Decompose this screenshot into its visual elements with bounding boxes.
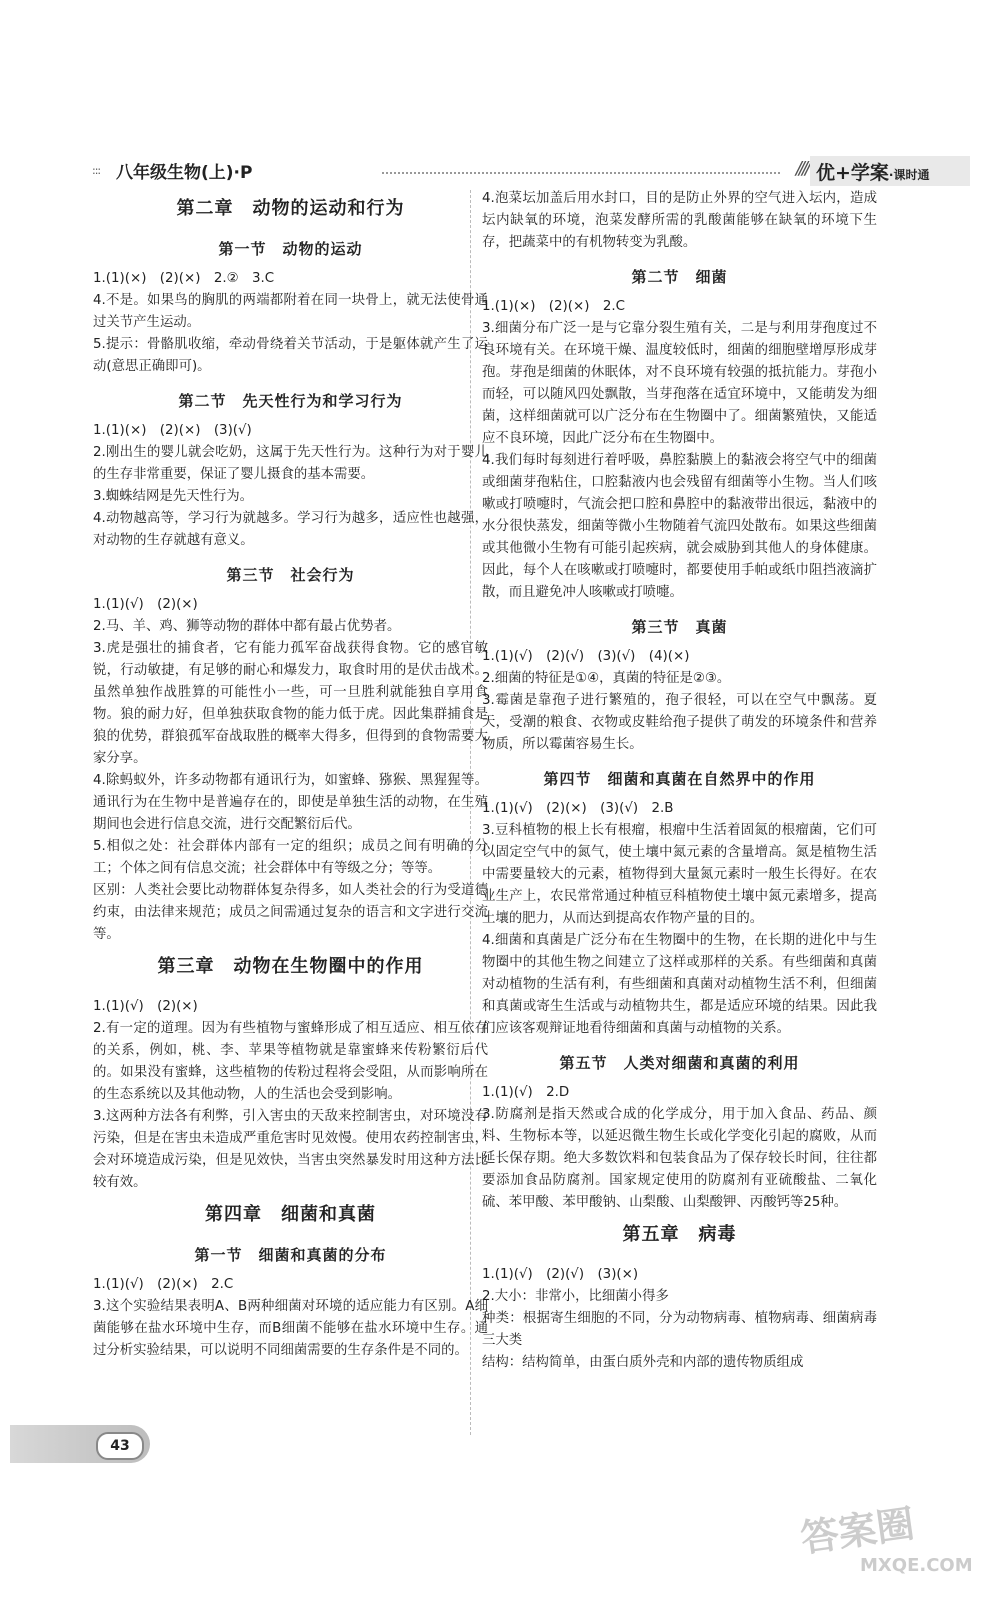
brand-sub: ·课时通 bbox=[888, 168, 930, 182]
header-slashes: //// bbox=[795, 158, 808, 179]
right-column bbox=[482, 188, 877, 1374]
section-title: 第三节 社会行为 bbox=[226, 566, 355, 584]
answer-item: 4.动物越高等，学习行为就越多。学习行为越多，适应性也越强，对动物的生存就越有意义。 bbox=[93, 511, 488, 548]
page-header bbox=[92, 158, 980, 188]
header-dots: ::: bbox=[92, 164, 101, 177]
watermark-logo: 答案圈 bbox=[797, 1501, 918, 1561]
answer-item: 3.蜘蛛结网是先天性行为。 bbox=[93, 489, 254, 504]
answer-item: 种类：根据寄生细胞的不同，分为动物病毒、植物病毒、细菌病毒三大类 bbox=[482, 1311, 877, 1348]
header-dotted-line bbox=[382, 172, 780, 174]
answer-item: 1.(1)(√) (2)(×) (3)(√) 2.B bbox=[482, 801, 674, 816]
answer-item: 3.虎是强壮的捕食者，它有能力孤军奋战获得食物。它的感官敏锐，行动敏捷，有足够的耐心和爆发力，取食时用的是伏击战术。虽然单独作战胜算的可能性小一些，可一旦胜利就能独自享用食物。狼的耐力好，但单独获取食物的能力低于虎。因此集群捕食是狼的优势，群狼孤军奋战取胜的概率大得多，但得到的食物需要大家分享。 bbox=[93, 641, 488, 766]
answer-item: 2.大小：非常小，比细菌小得多 bbox=[482, 1289, 669, 1304]
answer-item: 3.霉菌是靠孢子进行繁殖的，孢子很轻，可以在空气中飘荡。夏天，受潮的粮食、衣物或皮鞋给孢子提供了萌发的环境条件和营养物质，所以霉菌容易生长。 bbox=[482, 693, 877, 752]
section-title: 第三节 真菌 bbox=[631, 618, 728, 636]
answer-item: 1.(1)(√) 2.D bbox=[482, 1085, 570, 1100]
answer-item: 2.有一定的道理。因为有些植物与蜜蜂形成了相互适应、相互依存的关系，例如，桃、李、苹果等植物就是靠蜜蜂来传粉繁衍后代的。如果没有蜜蜂，这些植物的传粉过程将会受阻，从而影响所在的生态系统以及其他动物，人的生活也会受到影响。 bbox=[93, 1021, 488, 1102]
brand-name: 优+学案 bbox=[816, 162, 889, 184]
answer-item: 3.防腐剂是指天然或合成的化学成分，用于加入食品、药品、颜料、生物标本等，以延迟微生物生长或化学变化引起的腐败，从而延长保存期。绝大多数饮料和包装食品为了保存较长时间，往往都要添加食品防腐剂。国家规定使用的防腐剂有亚硫酸盐、二氧化硫、苯甲酸、苯甲酸钠、山梨酸、山梨酸钾、丙酸钙等25种。 bbox=[482, 1107, 877, 1210]
page-number: 43 bbox=[96, 1432, 144, 1460]
answer-item: 1.(1)(×) (2)(×) 2.C bbox=[482, 299, 625, 314]
section-title: 第二节 先天性行为和学习行为 bbox=[178, 392, 403, 410]
answer-item: 区别：人类社会要比动物群体复杂得多，如人类社会的行为受道德约束，由法律来规范；成员之间需通过复杂的语言和文字进行交流等。 bbox=[93, 883, 488, 942]
header-title: 八年级生物(上)·P bbox=[116, 163, 253, 183]
watermark-url: MXQE.COM bbox=[860, 1555, 973, 1576]
answer-item: 1.(1)(√) (2)(√) (3)(√) (4)(×) bbox=[482, 649, 690, 664]
answer-item: 4.不是。如果鸟的胸肌的两端都附着在同一块骨上，就无法使骨通过关节产生运动。 bbox=[93, 293, 488, 330]
chapter-4-title: 第四章 细菌和真菌 bbox=[205, 1204, 376, 1225]
section-title: 第一节 细菌和真菌的分布 bbox=[194, 1246, 387, 1264]
answer-item: 5.提示：骨骼肌收缩，牵动骨绕着关节活动，于是躯体就产生了运动(意思正确即可)。 bbox=[93, 337, 488, 374]
answer-item: 1.(1)(×) (2)(×) 2.② 3.C bbox=[93, 271, 275, 286]
chapter-3-title: 第三章 动物在生物圈中的作用 bbox=[157, 956, 424, 977]
section-title: 第四节 细菌和真菌在自然界中的作用 bbox=[543, 770, 816, 788]
answer-item: 2.细菌的特征是①④，真菌的特征是②③。 bbox=[482, 671, 731, 686]
answer-item: 4.泡菜坛加盖后用水封口，目的是防止外界的空气进入坛内，造成坛内缺氧的环境，泡菜发酵所需的乳酸菌能够在缺氧的环境下生存，把蔬菜中的有机物转变为乳酸。 bbox=[482, 191, 877, 250]
answer-item: 3.细菌分布广泛一是与它靠分裂生殖有关，二是与利用芽孢度过不良环境有关。在环境干燥、温度较低时，细菌的细胞壁增厚形成芽孢。芽孢是细菌的休眠体，对不良环境有较强的抵抗能力。芽孢小而轻，可以随风四处飘散，当芽孢落在适宜环境中，又能萌发为细菌，这样细菌就可以广泛分布在生物圈中了。细菌繁殖快，又能适应不良环境，因此广泛分布在生物圈中。 bbox=[482, 321, 877, 446]
section-title: 第五节 人类对细菌和真菌的利用 bbox=[559, 1054, 800, 1072]
answer-item: 4.我们每时每刻进行着呼吸，鼻腔黏膜上的黏液会将空气中的细菌或细菌芽孢粘住，口腔黏液内也会残留有细菌等小生物。当人们咳嗽或打喷嚏时，气流会把口腔和鼻腔中的黏液带出很远，黏液中的水分很快蒸发，细菌等微小生物随着气流四处散布。如果这些细菌或其他微小生物有可能引起疾病，就会威胁到其他人的身体健康。因此，每个人在咳嗽或打喷嚏时，都要使用手帕或纸巾阻挡液滴扩散，而且避免冲人咳嗽或打喷嚏。 bbox=[482, 453, 877, 600]
answer-item: 3.这两种方法各有利弊，引入害虫的天敌来控制害虫，对环境没有污染，但是在害虫未造成严重危害时见效慢。使用农药控制害虫，会对环境造成污染，但是见效快，当害虫突然暴发时用这种方法比较有效。 bbox=[93, 1109, 488, 1190]
answer-item: 1.(1)(√) (2)(×) 2.C bbox=[93, 1277, 234, 1292]
answer-item: 1.(1)(√) (2)(×) bbox=[93, 999, 198, 1014]
answer-item: 5.相似之处：社会群体内部有一定的组织；成员之间有明确的分工；个体之间有信息交流；社会群体中有等级之分；等等。 bbox=[93, 839, 488, 876]
chapter-5-title: 第五章 病毒 bbox=[622, 1224, 737, 1245]
answer-item: 2.刚出生的婴儿就会吃奶，这属于先天性行为。这种行为对于婴儿的生存非常重要，保证了婴儿摄食的基本需要。 bbox=[93, 445, 488, 482]
answer-item: 1.(1)(√) (2)(√) (3)(×) bbox=[482, 1267, 639, 1282]
answer-item: 结构：结构简单，由蛋白质外壳和内部的遗传物质组成 bbox=[482, 1355, 804, 1370]
left-column bbox=[93, 188, 488, 1362]
answer-item: 3.豆科植物的根上长有根瘤，根瘤中生活着固氮的根瘤菌，它们可以固定空气中的氮气，使土壤中氮元素的含量增高。氮是植物生活中需要量较大的元素，植物得到大量氮元素时一般生长得好。在农业生产上，农民常常通过种植豆科植物使土壤中氮元素增多，提高土壤的肥力，从而达到提高农作物产量的目的。 bbox=[482, 823, 877, 926]
answer-item: 1.(1)(×) (2)(×) (3)(√) bbox=[93, 423, 252, 438]
answer-item: 3.这个实验结果表明A、B两种细菌对环境的适应能力有区别。A细菌能够在盐水环境中生存，而B细菌不能够在盐水环境中生存。通过分析实验结果，可以说明不同细菌需要的生存条件是不同的。 bbox=[93, 1299, 488, 1358]
chapter-2-title: 第二章 动物的运动和行为 bbox=[176, 198, 405, 219]
answer-item: 2.马、羊、鸡、狮等动物的群体中都有最占优势者。 bbox=[93, 619, 401, 634]
answer-item: 1.(1)(√) (2)(×) bbox=[93, 597, 198, 612]
answer-item: 4.细菌和真菌是广泛分布在生物圈中的生物，在长期的进化中与生物圈中的其他生物之间建立了这样或那样的关系。有些细菌和真菌对动植物的生活有利，有些细菌和真菌对动植物生活不利，但细菌和真菌或寄生生活或与动植物共生，都是适应环境的结果。因此我们应该客观辩证地看待细菌和真菌与动植物的关系。 bbox=[482, 933, 877, 1036]
section-title: 第一节 动物的运动 bbox=[218, 240, 363, 258]
answer-item: 4.除蚂蚁外，许多动物都有通讯行为，如蜜蜂、猕猴、黑猩猩等。通讯行为在生物中是普遍存在的，即使是单独生活的动物，在生殖期间也会进行信息交流，进行交配繁衍后代。 bbox=[93, 773, 488, 832]
section-title: 第二节 细菌 bbox=[631, 268, 728, 286]
header-brand bbox=[810, 156, 970, 186]
